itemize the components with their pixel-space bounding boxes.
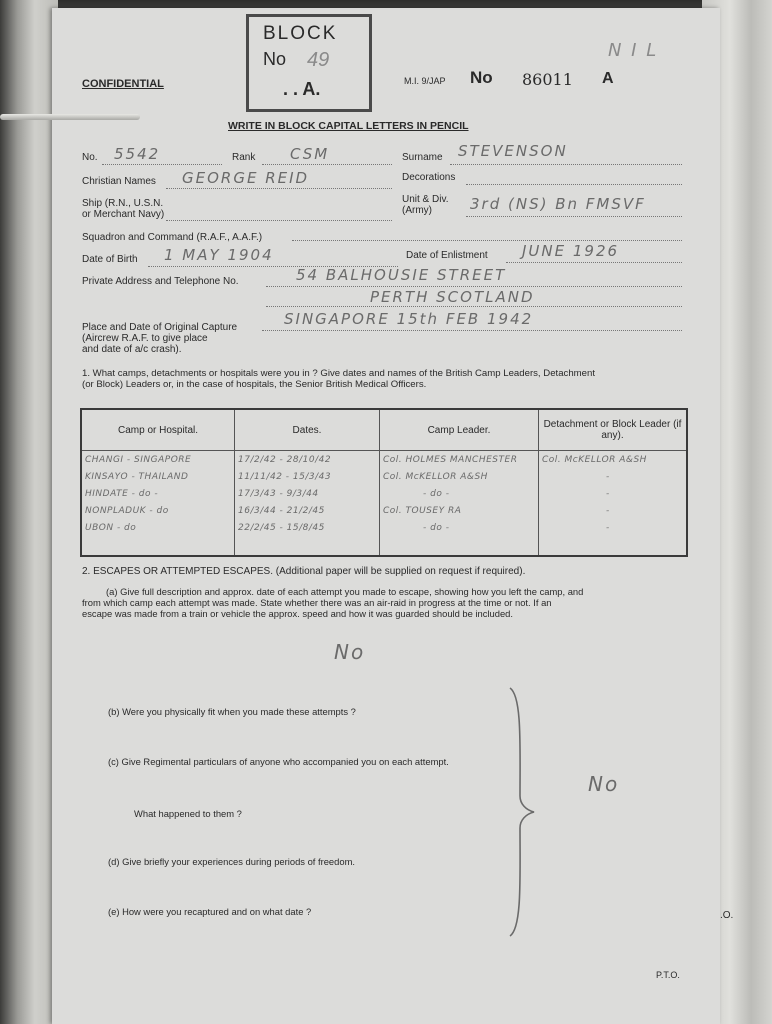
capture-label-1: Place and Date of Original Capture (82, 322, 238, 333)
block-stamp-no-label: No (263, 49, 287, 69)
date-entry: 16/3/44 - 21/2/45 (238, 506, 325, 516)
block-leader-entry: - (606, 506, 610, 516)
q2d-text: (d) Give briefly your experiences during periods of freedom. (108, 856, 355, 867)
capture-label-3: and date of a/c crash). (82, 344, 182, 355)
date-entry: 17/2/42 - 28/10/42 (238, 455, 332, 465)
unit-label-1: Unit & Div. (402, 194, 449, 205)
camps-cell (81, 451, 235, 557)
no-value: 5542 (114, 145, 161, 163)
leader-entry: Col. HOLMES MANCHESTER (383, 455, 518, 465)
ref-label: M.I. 9/JAP (404, 76, 446, 86)
surname-value: STEVENSON (458, 142, 568, 160)
camp-entry: CHANGI - SINGAPORE (85, 455, 192, 465)
camps-table-header (81, 409, 687, 451)
christian-names-label: Christian Names (82, 176, 156, 187)
q2c-text: (c) Give Regimental particulars of anyone who accompanied you on each attempt. (108, 756, 449, 767)
rank-label: Rank (232, 152, 256, 163)
capture-value: SINGAPORE 15th FEB 1942 (284, 310, 534, 328)
unit-label-2: (Army) (402, 205, 432, 216)
nil-annotation: N I L (608, 40, 659, 61)
camps-table (80, 408, 688, 557)
folder-left-edge (0, 0, 58, 1024)
block-stamp-title: BLOCK (263, 23, 338, 44)
block-leader-entry: - (606, 489, 610, 499)
rank-value: CSM (290, 145, 330, 163)
christian-names-value: GEORGE REID (182, 169, 310, 187)
leader-entry: Col. TOUSEY RA (383, 506, 462, 516)
q2-bce-answer: No (588, 772, 620, 796)
col-dates-header: Dates. (235, 409, 380, 451)
col-camp-header: Camp or Hospital. (81, 409, 235, 451)
q2c-sub-text: What happened to them ? (134, 808, 242, 819)
surname-label: Surname (402, 152, 443, 163)
q2e-text: (e) How were you recaptured and on what date ? (108, 906, 312, 917)
ship-label-1: Ship (R.N., U.S.N. (82, 198, 164, 209)
date-entry: 11/11/42 - 15/3/43 (238, 472, 332, 482)
pto-label: P.T.O. (656, 970, 680, 980)
squadron-label: Squadron and Command (R.A.F., A.A.F.) (82, 232, 263, 243)
enlistment-label: Date of Enlistment (406, 250, 488, 261)
block-stamp (246, 14, 372, 112)
q2a-line-3: escape was made from a train or vehicle the approx. speed and how it was guarded should be included. (82, 608, 513, 619)
answer-brace (508, 686, 536, 938)
q2a-line-1: (a) Give full description and approx. date of each attempt you made to escape, showing how you left the camp, and (106, 586, 584, 597)
ref-no-label: No (470, 68, 493, 87)
tag-string (0, 114, 140, 120)
block-leader-entry: - (606, 523, 610, 533)
dob-value: 1 MAY 1904 (164, 246, 274, 264)
camps-table-body (81, 451, 687, 557)
ship-label-2: or Merchant Navy) (82, 209, 165, 220)
camp-entry: NONPLADUK - do (85, 506, 169, 516)
date-entry: 17/3/43 - 9/3/44 (238, 489, 319, 499)
dates-cell (235, 451, 380, 557)
decorations-label: Decorations (402, 172, 456, 183)
address-line-2: PERTH SCOTLAND (370, 288, 535, 306)
camp-entry: HINDATE - do - (85, 489, 159, 499)
address-label: Private Address and Telephone No. (82, 276, 239, 287)
leader-entry: - do - (423, 523, 450, 533)
block-leaders-cell (539, 451, 688, 557)
unit-value: 3rd (NS) Bn FMSVF (470, 195, 646, 213)
block-stamp-number: 49 (307, 49, 330, 71)
camp-entry: KINSAYO - THAILAND (85, 472, 189, 482)
leader-entry: - do - (423, 489, 450, 499)
q2a-answer: No (334, 640, 366, 664)
block-leader-entry: - (606, 472, 610, 482)
enlistment-value: JUNE 1926 (522, 242, 620, 260)
q1-text-line-2: (or Block) Leaders or, in the case of hospitals, the Senior British Medical Officers. (82, 379, 427, 390)
camp-entry: UBON - do (85, 523, 137, 533)
confidential-label: CONFIDENTIAL (82, 78, 164, 90)
q2-heading: 2. ESCAPES OR ATTEMPTED ESCAPES. (Additional paper will be supplied on request if required). (82, 566, 526, 577)
no-label: No. (82, 152, 98, 163)
underlying-page-text: .O. (720, 910, 734, 921)
block-leader-entry: Col. McKELLOR A&SH (542, 455, 647, 465)
date-entry: 22/2/45 - 15/8/45 (238, 523, 325, 533)
q2b-text: (b) Were you physically fit when you made these attempts ? (108, 706, 356, 717)
col-leader-header: Camp Leader. (380, 409, 539, 451)
q1-text-line-1: 1. What camps, detachments or hospitals were you in ? Give dates and names of the British Camp Leaders, Detachment (82, 368, 595, 379)
instruction-heading: WRITE IN BLOCK CAPITAL LETTERS IN PENCIL (228, 120, 469, 132)
leaders-cell (380, 451, 539, 557)
pow-questionnaire-sheet (52, 8, 720, 1024)
dob-label: Date of Birth (82, 254, 138, 265)
address-line-1: 54 BALHOUSIE STREET (296, 266, 507, 284)
block-stamp-letter: . . A. (283, 79, 321, 99)
ref-suffix: A (602, 70, 614, 87)
ref-number: 86011 (522, 70, 573, 89)
leader-entry: Col. McKELLOR A&SH (383, 472, 488, 482)
col-block-leader-header: Detachment or Block Leader (if any). (539, 409, 688, 451)
q2a-line-2: from which camp each attempt was made. State whether there was an air-raid in progress at the time or not. If an (82, 597, 552, 608)
capture-label-2: (Aircrew R.A.F. to give place (82, 333, 208, 344)
